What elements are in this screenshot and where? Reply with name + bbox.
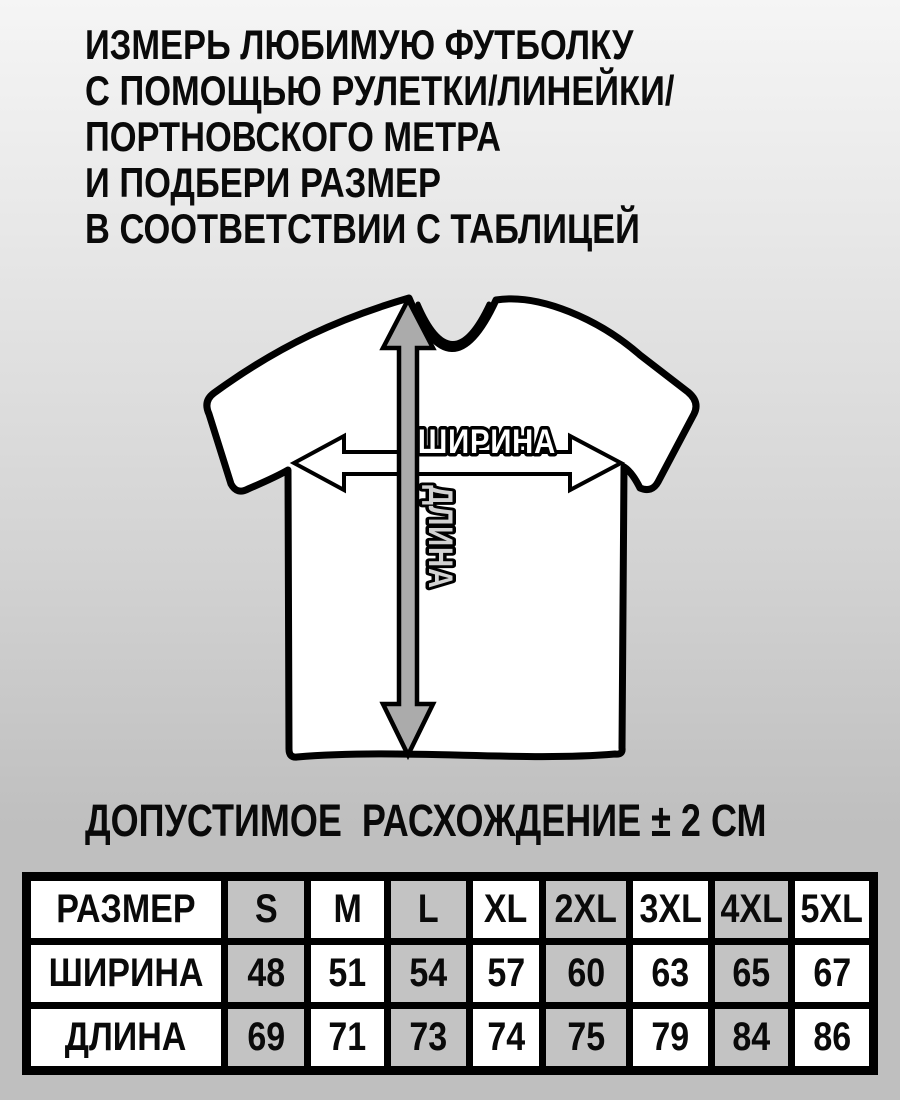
length-value-xl: 74 [470, 1006, 543, 1071]
header-cell-xl: XL [470, 877, 543, 942]
heading-line-2: С ПОМОЩЬЮ РУЛЕТКИ/ЛИНЕЙКИ/ [85, 67, 675, 114]
width-value-4xl: 65 [712, 942, 792, 1006]
length-value-2xl: 75 [543, 1006, 630, 1071]
header-cell-s: S [225, 877, 308, 942]
length-value-4xl: 84 [712, 1006, 792, 1071]
length-value-s: 69 [225, 1006, 308, 1071]
width-value-s: 48 [225, 942, 308, 1006]
length-value-3xl: 79 [630, 1006, 712, 1071]
table-row-sizes [27, 877, 874, 942]
header-cell-m: M [308, 877, 388, 942]
width-value-5xl: 67 [792, 942, 873, 1006]
length-arrow-label: ДЛИНА [421, 485, 460, 589]
width-value-m: 51 [308, 942, 388, 1006]
length-value-l: 73 [388, 1006, 470, 1071]
width-value-l: 54 [388, 942, 470, 1006]
header-cell-2xl: 2XL [543, 877, 630, 942]
table-row-width [27, 942, 874, 1006]
header-cell-size: РАЗМЕР [27, 877, 225, 942]
width-value-3xl: 63 [630, 942, 712, 1006]
width-arrow-label: ШИРИНА [417, 421, 557, 461]
width-value-2xl: 60 [543, 942, 630, 1006]
row-label-length: ДЛИНА [27, 1006, 225, 1071]
header-cell-l: L [388, 877, 470, 942]
row-label-width: ШИРИНА [27, 942, 225, 1006]
table-row-length [27, 1006, 874, 1071]
heading-line-5: В СООТВЕТСТВИИ С ТАБЛИЦЕЙ [85, 205, 640, 252]
length-value-5xl: 86 [792, 1006, 873, 1071]
heading-line-1: ИЗМЕРЬ ЛЮБИМУЮ ФУТБОЛКУ [85, 21, 634, 68]
heading-line-3: ПОРТНОВСКОГО МЕТРА [85, 113, 501, 160]
tolerance-note: ДОПУСТИМОЕ РАСХОЖДЕНИЕ ± 2 СМ [85, 795, 767, 846]
length-value-m: 71 [308, 1006, 388, 1071]
header-cell-5xl: 5XL [792, 877, 873, 942]
header-cell-4xl: 4XL [712, 877, 792, 942]
width-value-xl: 57 [470, 942, 543, 1006]
heading-line-4: И ПОДБЕРИ РАЗМЕР [85, 159, 441, 206]
size-table [22, 872, 878, 1075]
header-cell-3xl: 3XL [630, 877, 712, 942]
